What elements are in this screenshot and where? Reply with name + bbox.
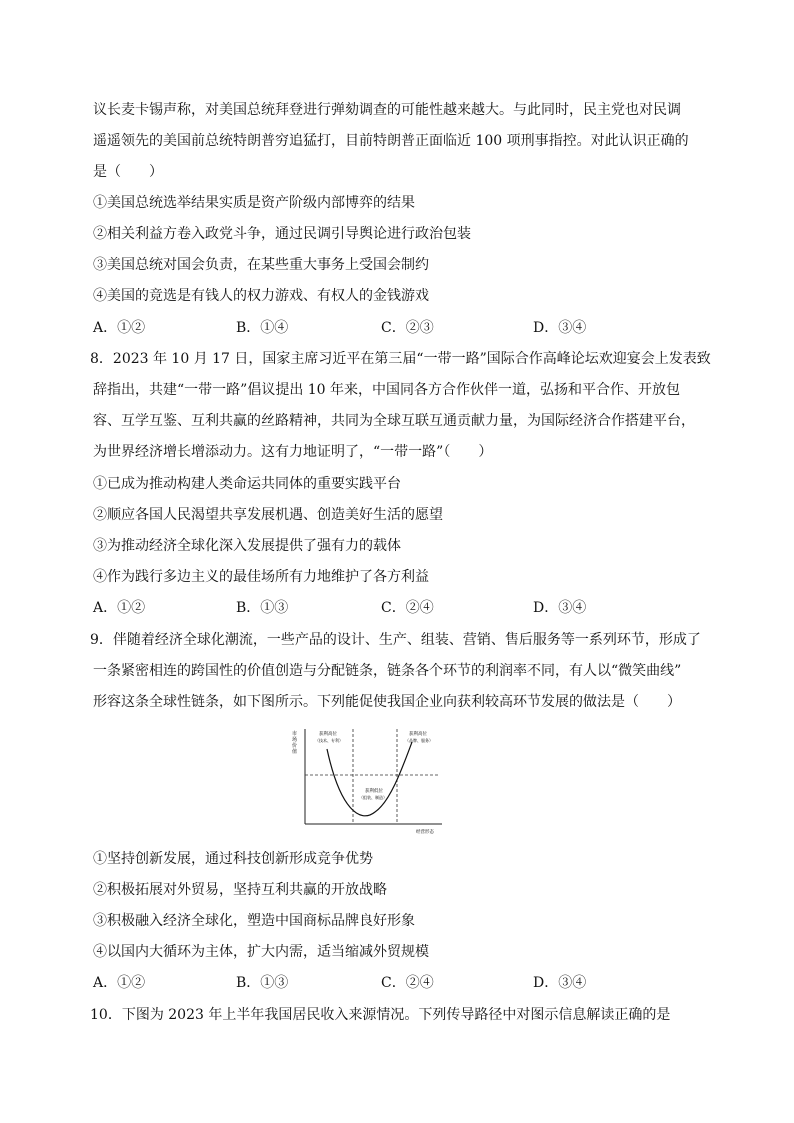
question-9-choices: [93, 973, 693, 993]
right-box-subtitle: （品牌、服务）: [405, 738, 433, 743]
question-9-text-line-2: 一条紧密相连的跨国性的价值创造与分配链条，链条各个环节的利润率不同，有人以“微笑曲线”: [93, 663, 682, 679]
choice-d[interactable]: D．③④: [533, 975, 587, 991]
question-8-option-3: ③为推动经济全球化深入发展提供了强有力的载体: [93, 538, 401, 554]
choice-d[interactable]: D．③④: [533, 600, 587, 616]
question-8-option-2: ②顺应各国人民渴望共享发展机遇、创造美好生活的愿望: [93, 507, 443, 523]
choice-d[interactable]: D．③④: [533, 320, 587, 336]
choice-b[interactable]: B．①③: [236, 975, 289, 991]
middle-box-title: 获利低位: [365, 789, 383, 794]
smile-curve-diagram: [290, 724, 450, 836]
choice-b[interactable]: B．①④: [236, 320, 289, 336]
question-9-option-4: ④以国内大循环为主体，扩大内需，适当缩减外贸规模: [93, 944, 429, 960]
question-7-text-line-1: 议长麦卡锡声称，对美国总统拜登进行弹劾调查的可能性越来越大。与此同时，民主党也对民调: [93, 102, 681, 118]
y-axis-label-char-3: 价: [292, 743, 298, 749]
choice-a[interactable]: A．①②: [93, 975, 146, 991]
choice-a[interactable]: A．①②: [93, 320, 146, 336]
right-box-title: 获利高位: [409, 732, 427, 737]
question-7-option-3: ③美国总统对国会负责，在某些重大事务上受国会制约: [93, 257, 429, 273]
question-10-text: 10．下图为 2023 年上半年我国居民收入来源情况。下列传导路径中对图示信息解读正确的是: [90, 1007, 671, 1023]
question-9-option-2: ②积极拓展对外贸易，坚持互利共赢的开放战略: [93, 882, 387, 898]
left-box-subtitle: （技术、专利）: [315, 738, 343, 743]
question-8-text-line-3: 容、互学互鉴、互利共赢的丝路精神，共同为全球互联互通贡献力量，为国际经济合作搭建平台，: [93, 413, 695, 429]
y-axis-label-char-4: 值: [292, 749, 298, 755]
question-8-text-line-4: 为世界经济增长增添动力。这有力地证明了，“一带一路”（ ）: [93, 444, 493, 460]
question-7-text-line-2: 遥遥领先的美国前总统特朗普穷追猛打，目前特朗普正面临近 100 项刑事指控。对此认识正确的: [93, 133, 689, 149]
question-9-option-3: ③积极融入经济全球化，塑造中国商标品牌良好形象: [93, 913, 415, 929]
question-7-text-line-3: 是（ ）: [93, 164, 163, 180]
choice-c[interactable]: C．②③: [381, 320, 434, 336]
choice-a[interactable]: A．①②: [93, 600, 146, 616]
question-9-option-1: ①坚持创新发展，通过科技创新形成竞争优势: [93, 851, 373, 867]
question-7-option-1: ①美国总统选举结果实质是资产阶级内部博弈的结果: [93, 195, 415, 211]
question-9-text-line-1: 9．伴随着经济全球化潮流，一些产品的设计、生产、组装、营销、售后服务等一系列环节，形成了: [90, 632, 701, 648]
question-8-text-line-1: 8．2023 年 10 月 17 日，国家主席习近平在第三届“一带一路”国际合作高峰论坛欢迎宴会上发表致: [90, 351, 711, 367]
choice-c[interactable]: C．②④: [381, 600, 434, 616]
choice-b[interactable]: B．①③: [236, 600, 289, 616]
choice-c[interactable]: C．②④: [381, 975, 434, 991]
question-9-text-line-3: 形容这条全球性链条，如下图所示。下列能促使我国企业向获利较高环节发展的做法是（ ）: [93, 694, 681, 710]
middle-box-subtitle: （组装、制造）: [359, 795, 387, 800]
question-7-option-2: ②相关利益方卷入政党斗争，通过民调引导舆论进行政治包装: [93, 226, 471, 242]
y-axis-label-char-1: 市: [292, 731, 298, 737]
question-8-option-4: ④作为践行多边主义的最佳场所有力地维护了各方利益: [93, 569, 429, 585]
question-8-choices: [93, 598, 693, 618]
question-8-option-1: ①已成为推动构建人类命运共同体的重要实践平台: [93, 476, 401, 492]
smile-curve-figure: [290, 724, 450, 836]
question-7-choices: [93, 318, 693, 338]
x-axis-label: 经营形态: [416, 830, 434, 835]
smile-curve: [327, 742, 412, 816]
question-7-option-4: ④美国的竞选是有钱人的权力游戏、有权人的金钱游戏: [93, 288, 429, 304]
question-8-text-line-2: 辞指出，共建“一带一路”倡议提出 10 年来，中国同各方合作伙伴一道，弘扬和平合作、开放包: [93, 382, 681, 398]
y-axis-label-char-2: 场: [292, 737, 298, 743]
left-box-title: 获利高位: [319, 732, 337, 737]
